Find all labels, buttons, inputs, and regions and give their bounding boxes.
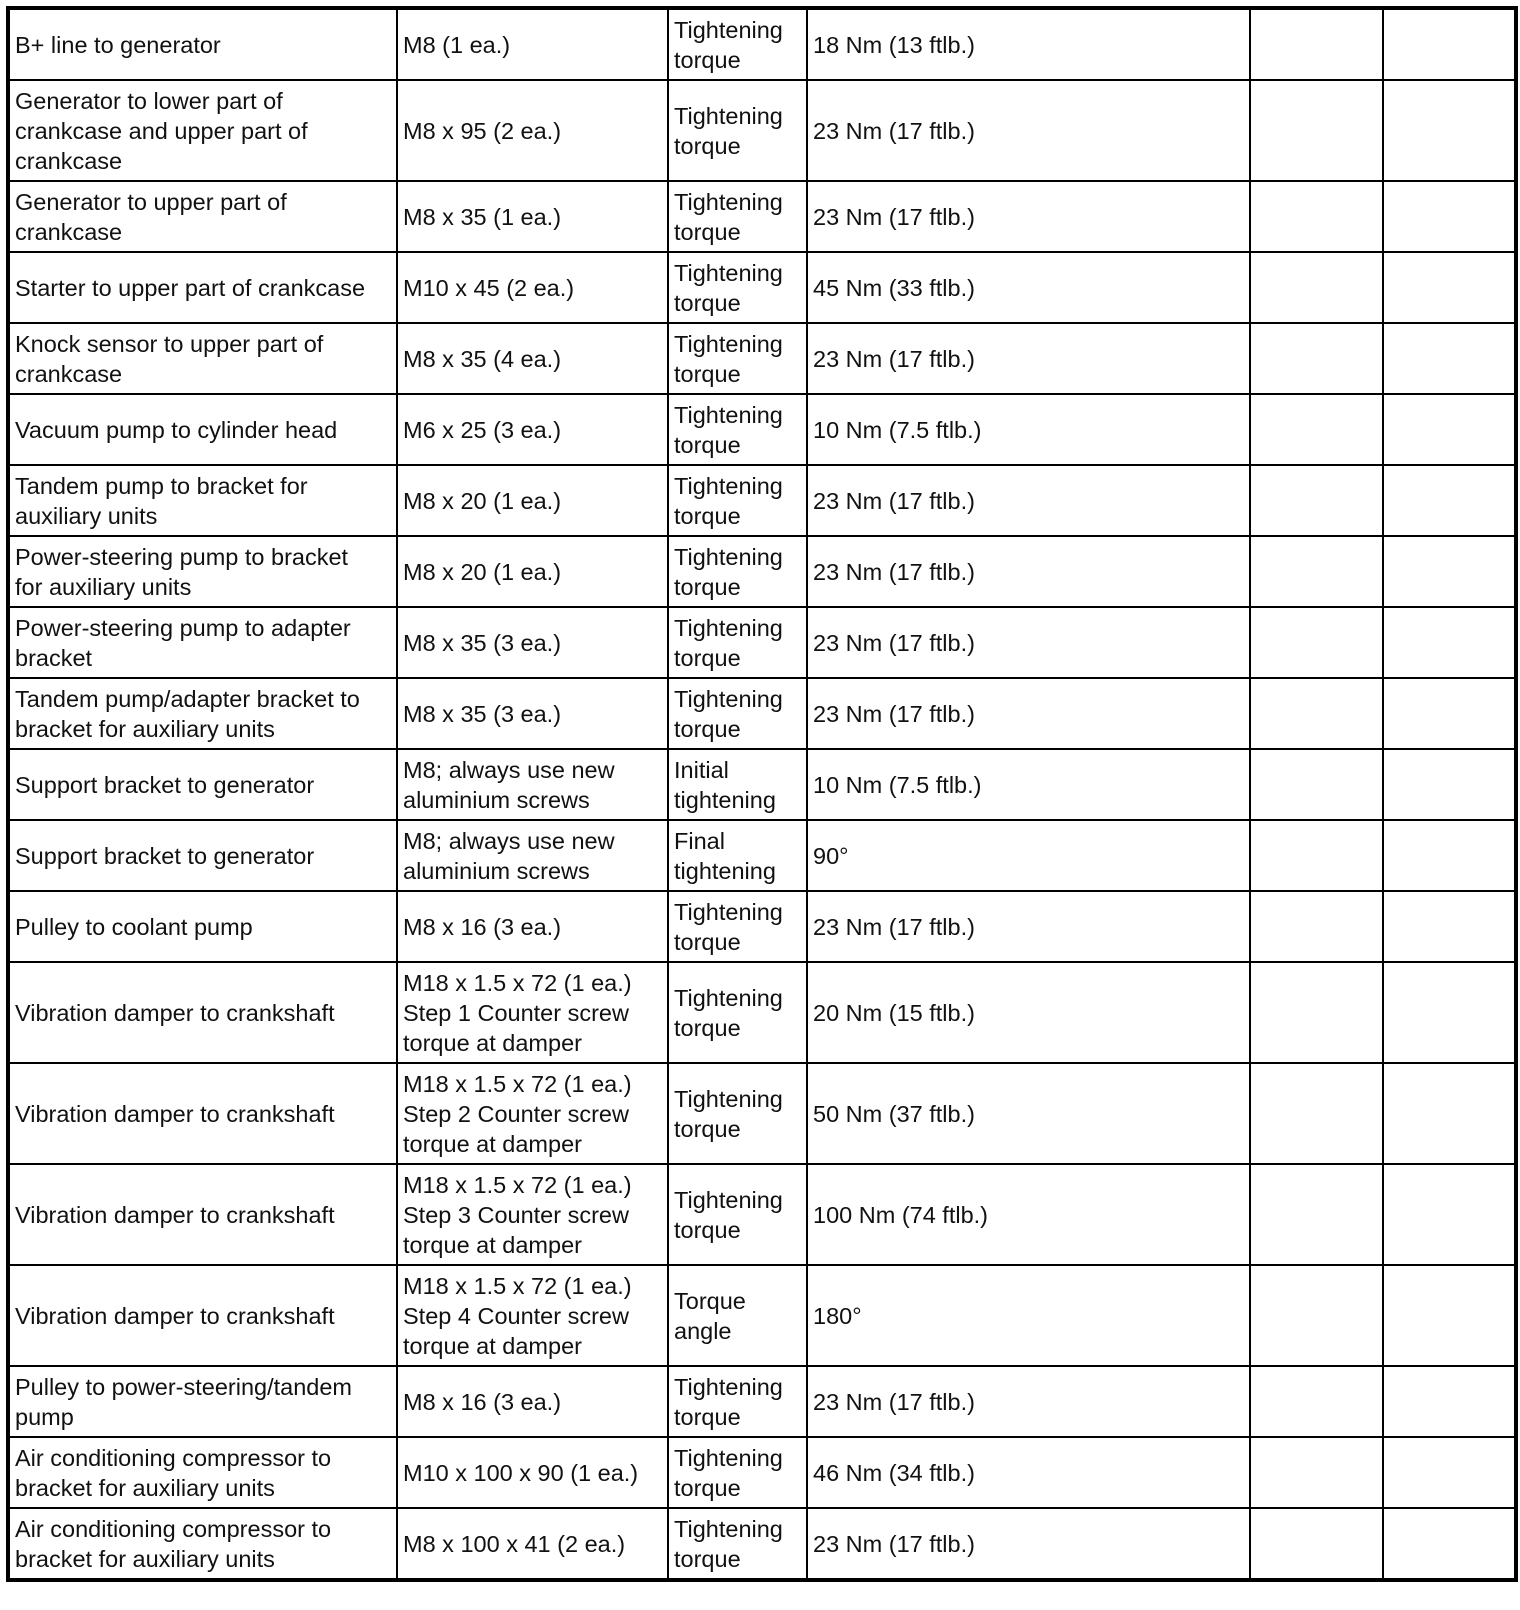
table-row — [8, 962, 1516, 1063]
table-row — [8, 1437, 1516, 1508]
fastener-cell: M8 x 16 (3 ea.) — [397, 1366, 668, 1437]
table-row — [8, 1508, 1516, 1580]
component-cell: Support bracket to generator — [8, 820, 397, 891]
table-row — [8, 1164, 1516, 1265]
torque-type-cell: Final tightening — [668, 820, 807, 891]
component-cell: Air conditioning compressor to bracket for auxiliary units — [8, 1437, 397, 1508]
fastener-cell: M8 x 16 (3 ea.) — [397, 891, 668, 962]
blank-cell — [1383, 1508, 1516, 1580]
table-row — [8, 749, 1516, 820]
torque-value-cell: 23 Nm (17 ftlb.) — [807, 678, 1250, 749]
table-row — [8, 1366, 1516, 1437]
fastener-cell: M10 x 45 (2 ea.) — [397, 252, 668, 323]
blank-cell — [1250, 252, 1383, 323]
blank-cell — [1383, 465, 1516, 536]
blank-cell — [1250, 1164, 1383, 1265]
torque-value-cell: 23 Nm (17 ftlb.) — [807, 323, 1250, 394]
fastener-cell: M18 x 1.5 x 72 (1 ea.) Step 3 Counter screw torque at damper — [397, 1164, 668, 1265]
blank-cell — [1250, 465, 1383, 536]
blank-cell — [1383, 749, 1516, 820]
component-cell: Vibration damper to crankshaft — [8, 1265, 397, 1366]
table-row — [8, 607, 1516, 678]
blank-cell — [1250, 1366, 1383, 1437]
table-row — [8, 465, 1516, 536]
blank-cell — [1383, 323, 1516, 394]
blank-cell — [1250, 1063, 1383, 1164]
blank-cell — [1250, 749, 1383, 820]
torque-type-cell: Initial tightening — [668, 749, 807, 820]
torque-value-cell: 20 Nm (15 ftlb.) — [807, 962, 1250, 1063]
fastener-cell: M8; always use new aluminium screws — [397, 749, 668, 820]
torque-spec-sheet — [6, 6, 1518, 1582]
blank-cell — [1250, 394, 1383, 465]
torque-type-cell: Tightening torque — [668, 678, 807, 749]
blank-cell — [1250, 8, 1383, 80]
component-cell: Vibration damper to crankshaft — [8, 1063, 397, 1164]
torque-type-cell: Tightening torque — [668, 1366, 807, 1437]
torque-type-cell: Tightening torque — [668, 323, 807, 394]
table-row — [8, 323, 1516, 394]
component-cell: Support bracket to generator — [8, 749, 397, 820]
table-row — [8, 181, 1516, 252]
blank-cell — [1383, 1366, 1516, 1437]
component-cell: Power-steering pump to adapter bracket — [8, 607, 397, 678]
table-row — [8, 252, 1516, 323]
torque-value-cell: 23 Nm (17 ftlb.) — [807, 181, 1250, 252]
torque-spec-rows — [8, 8, 1516, 1580]
component-cell: Generator to lower part of crankcase and upper part of crankcase — [8, 80, 397, 181]
torque-type-cell: Tightening torque — [668, 394, 807, 465]
fastener-cell: M8 x 20 (1 ea.) — [397, 536, 668, 607]
component-cell: Knock sensor to upper part of crankcase — [8, 323, 397, 394]
component-cell: Tandem pump/adapter bracket to bracket for auxiliary units — [8, 678, 397, 749]
component-cell: Generator to upper part of crankcase — [8, 181, 397, 252]
component-cell: Vacuum pump to cylinder head — [8, 394, 397, 465]
torque-value-cell: 180° — [807, 1265, 1250, 1366]
torque-type-cell: Tightening torque — [668, 80, 807, 181]
blank-cell — [1250, 607, 1383, 678]
torque-type-cell: Tightening torque — [668, 536, 807, 607]
torque-value-cell: 90° — [807, 820, 1250, 891]
blank-cell — [1383, 607, 1516, 678]
torque-value-cell: 50 Nm (37 ftlb.) — [807, 1063, 1250, 1164]
component-cell: Power-steering pump to bracket for auxiliary units — [8, 536, 397, 607]
torque-type-cell: Tightening torque — [668, 8, 807, 80]
blank-cell — [1383, 891, 1516, 962]
component-cell: Pulley to coolant pump — [8, 891, 397, 962]
fastener-cell: M8; always use new aluminium screws — [397, 820, 668, 891]
table-row — [8, 891, 1516, 962]
fastener-cell: M6 x 25 (3 ea.) — [397, 394, 668, 465]
blank-cell — [1250, 891, 1383, 962]
component-cell: B+ line to generator — [8, 8, 397, 80]
fastener-cell: M18 x 1.5 x 72 (1 ea.) Step 1 Counter screw torque at damper — [397, 962, 668, 1063]
table-row — [8, 536, 1516, 607]
fastener-cell: M10 x 100 x 90 (1 ea.) — [397, 1437, 668, 1508]
component-cell: Starter to upper part of crankcase — [8, 252, 397, 323]
torque-type-cell: Tightening torque — [668, 1063, 807, 1164]
torque-type-cell: Tightening torque — [668, 891, 807, 962]
torque-value-cell: 45 Nm (33 ftlb.) — [807, 252, 1250, 323]
component-cell: Air conditioning compressor to bracket for auxiliary units — [8, 1508, 397, 1580]
torque-value-cell: 23 Nm (17 ftlb.) — [807, 1366, 1250, 1437]
torque-value-cell: 18 Nm (13 ftlb.) — [807, 8, 1250, 80]
table-row — [8, 820, 1516, 891]
torque-value-cell: 23 Nm (17 ftlb.) — [807, 607, 1250, 678]
blank-cell — [1250, 80, 1383, 181]
blank-cell — [1383, 1164, 1516, 1265]
torque-value-cell: 10 Nm (7.5 ftlb.) — [807, 394, 1250, 465]
torque-type-cell: Torque angle — [668, 1265, 807, 1366]
torque-type-cell: Tightening torque — [668, 1508, 807, 1580]
torque-value-cell: 23 Nm (17 ftlb.) — [807, 891, 1250, 962]
fastener-cell: M8 x 20 (1 ea.) — [397, 465, 668, 536]
table-row — [8, 678, 1516, 749]
blank-cell — [1383, 1063, 1516, 1164]
table-row — [8, 1063, 1516, 1164]
torque-type-cell: Tightening torque — [668, 465, 807, 536]
table-row — [8, 394, 1516, 465]
blank-cell — [1383, 678, 1516, 749]
fastener-cell: M8 x 35 (1 ea.) — [397, 181, 668, 252]
blank-cell — [1383, 80, 1516, 181]
torque-type-cell: Tightening torque — [668, 181, 807, 252]
torque-value-cell: 23 Nm (17 ftlb.) — [807, 1508, 1250, 1580]
table-row — [8, 8, 1516, 80]
torque-value-cell: 46 Nm (34 ftlb.) — [807, 1437, 1250, 1508]
blank-cell — [1250, 962, 1383, 1063]
torque-spec-table — [6, 6, 1518, 1582]
blank-cell — [1250, 323, 1383, 394]
component-cell: Tandem pump to bracket for auxiliary units — [8, 465, 397, 536]
torque-value-cell: 100 Nm (74 ftlb.) — [807, 1164, 1250, 1265]
fastener-cell: M8 x 35 (3 ea.) — [397, 607, 668, 678]
blank-cell — [1250, 1437, 1383, 1508]
component-cell: Vibration damper to crankshaft — [8, 1164, 397, 1265]
blank-cell — [1383, 252, 1516, 323]
fastener-cell: M8 x 35 (3 ea.) — [397, 678, 668, 749]
blank-cell — [1383, 394, 1516, 465]
fastener-cell: M8 x 95 (2 ea.) — [397, 80, 668, 181]
fastener-cell: M18 x 1.5 x 72 (1 ea.) Step 2 Counter screw torque at damper — [397, 1063, 668, 1164]
blank-cell — [1383, 820, 1516, 891]
fastener-cell: M18 x 1.5 x 72 (1 ea.) Step 4 Counter screw torque at damper — [397, 1265, 668, 1366]
torque-type-cell: Tightening torque — [668, 1164, 807, 1265]
fastener-cell: M8 x 100 x 41 (2 ea.) — [397, 1508, 668, 1580]
torque-value-cell: 23 Nm (17 ftlb.) — [807, 536, 1250, 607]
torque-type-cell: Tightening torque — [668, 607, 807, 678]
torque-value-cell: 10 Nm (7.5 ftlb.) — [807, 749, 1250, 820]
blank-cell — [1383, 1437, 1516, 1508]
torque-type-cell: Tightening torque — [668, 962, 807, 1063]
table-row — [8, 1265, 1516, 1366]
component-cell: Vibration damper to crankshaft — [8, 962, 397, 1063]
blank-cell — [1250, 820, 1383, 891]
fastener-cell: M8 x 35 (4 ea.) — [397, 323, 668, 394]
blank-cell — [1383, 8, 1516, 80]
blank-cell — [1250, 1508, 1383, 1580]
blank-cell — [1250, 1265, 1383, 1366]
torque-type-cell: Tightening torque — [668, 252, 807, 323]
blank-cell — [1383, 962, 1516, 1063]
blank-cell — [1250, 536, 1383, 607]
blank-cell — [1383, 1265, 1516, 1366]
torque-type-cell: Tightening torque — [668, 1437, 807, 1508]
torque-value-cell: 23 Nm (17 ftlb.) — [807, 80, 1250, 181]
blank-cell — [1383, 536, 1516, 607]
blank-cell — [1250, 181, 1383, 252]
component-cell: Pulley to power-steering/tandem pump — [8, 1366, 397, 1437]
blank-cell — [1383, 181, 1516, 252]
table-row — [8, 80, 1516, 181]
torque-value-cell: 23 Nm (17 ftlb.) — [807, 465, 1250, 536]
blank-cell — [1250, 678, 1383, 749]
fastener-cell: M8 (1 ea.) — [397, 8, 668, 80]
